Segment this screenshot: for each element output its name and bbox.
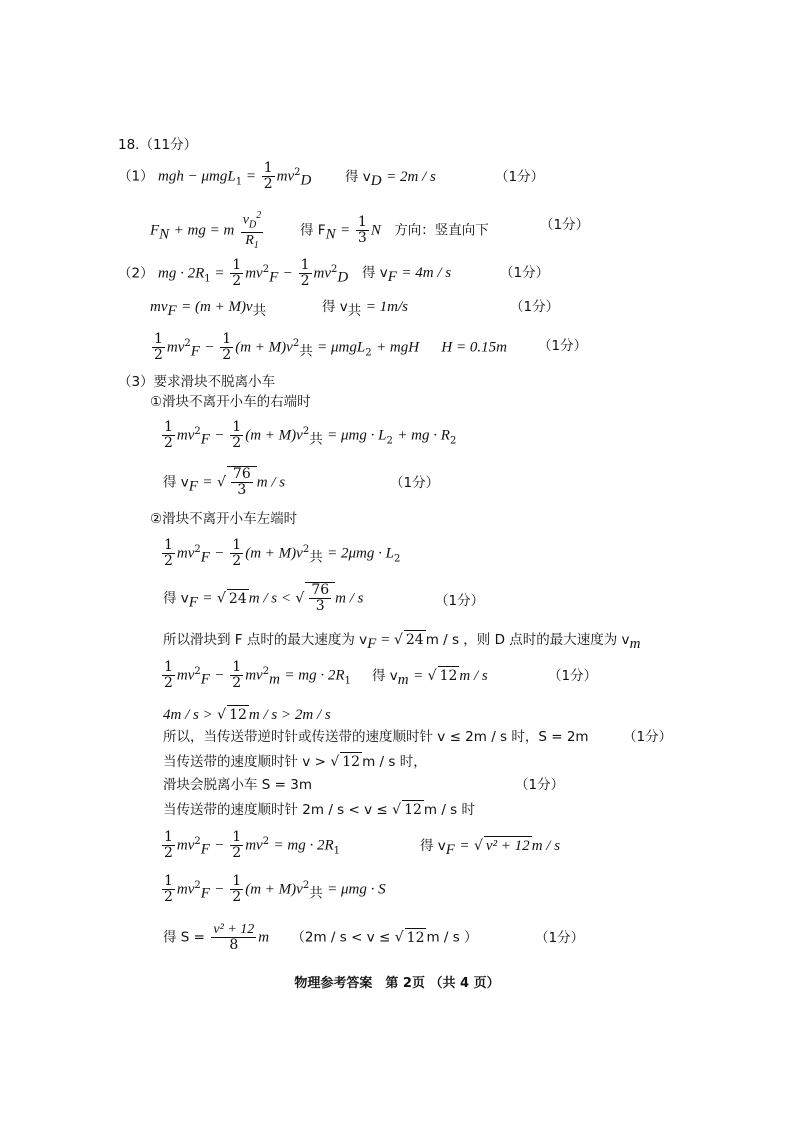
- score-7: （1分）: [435, 593, 485, 609]
- part3-case2-result: 得 $v_F$ = √ 24 m / s < √ $\frac{76}{3}$ m / s: [163, 582, 364, 614]
- part1-result1: 得 $v_D = 2m / s$: [345, 169, 436, 189]
- part3-final-s: 得 S = $\frac{\text{v² + 12}}{8}$ m （2m / s < v ≤ √ 12 m / s ）: [163, 922, 478, 953]
- part2-result1: 得 $v_F = 4m / s$: [362, 265, 452, 285]
- part3-conclusion1: 所以，当传送带逆时针或传送带的速度顺时针 v ≤ 2m / s 时，S = 2m: [163, 729, 589, 745]
- part1-eq1: （1） mgh − μmgL$_1$ = $\frac{1}{2}$ $mv^2_D$: [118, 160, 312, 192]
- part3-conclusion3: 滑块会脱离小车 S = 3m: [163, 777, 312, 793]
- part2-eq3: $\frac{1}{2}$ $mv^2_F$ − $\frac{1}{2}$ $(m + M)v^2_共 = \mu mgL_2$ + mgH H = 0.15m: [154, 331, 507, 363]
- question-number: 18.（11分）: [118, 137, 198, 153]
- part3-conclusion4: 当传送带的速度顺时针 2m / s < v ≤ √ 12 m / s 时: [163, 802, 475, 818]
- score-6: （1分）: [390, 475, 440, 491]
- score-9: （1分）: [623, 729, 673, 745]
- part2-result2: 得 $v_共 = 1m/s$: [322, 299, 408, 319]
- part3-case1: ①滑块不离开小车的右端时: [150, 394, 311, 410]
- score-2: （1分）: [540, 217, 590, 233]
- score-10: （1分）: [515, 777, 565, 793]
- part3-case1-result: 得 $v_F$ = √ $\frac{76}{3}$ m / s: [163, 466, 286, 498]
- page-footer: 物理参考答案 第 2页 （共 4 页）: [294, 976, 500, 991]
- part1-eq2: $F_N$ + mg = m $\frac{v_D^2}{R_1}$: [150, 210, 262, 252]
- score-3: （1分）: [500, 265, 550, 281]
- score-8: （1分）: [548, 668, 598, 684]
- part1-result2: 得 $F_N$ = $\frac{1}{3}$ N 方向：竖直向下: [300, 214, 489, 246]
- part3-eq-m: $\frac{1}{2}$ $mv^2_F$ − $\frac{1}{2}$ $mv^2_m$ = mg · $2R_1$: [164, 659, 351, 691]
- part3-conclusion2: 当传送带的速度顺时针 v > √ 12 m / s 时，: [163, 754, 427, 770]
- part3-label: （3）要求滑块不脱离小车: [118, 374, 276, 390]
- part3-result-v: 得 $v_F$ = √ v² + 12 m / s: [420, 838, 561, 858]
- part3-case2-eq: $\frac{1}{2}$ $mv^2_F$ − $\frac{1}{2}$ $(m + M)v^2_共 = 2\mu mg \cdot L_2$: [164, 537, 401, 569]
- part3-so1: 所以滑块到 F 点时的最大速度为 $v_F$ = √ 24 m / s ，则 D 点时的最大速度为 $v_m$: [163, 632, 641, 652]
- part3-inequality: 4m / s > √ 12 m / s > 2m / s: [163, 707, 331, 723]
- part3-eq-s: $\frac{1}{2}$ $mv^2_F$ − $\frac{1}{2}$ $(m + M)v^2_共 = \mu mg \cdot S$: [164, 873, 386, 905]
- score-5: （1分）: [538, 338, 588, 354]
- part3-result-m: 得 $v_m$ = √ 12 m / s: [372, 668, 488, 688]
- part2-eq2: $mv_F = (m + M)v_共$: [150, 299, 267, 319]
- score-11: （1分）: [535, 930, 585, 946]
- score-1: （1分）: [495, 169, 545, 185]
- part2-eq1: （2） mg · $2R_1$ = $\frac{1}{2}$ $mv^2_F$ − $\frac{1}{2}$ $mv^2_D$: [118, 257, 349, 289]
- part3-case2: ②滑块不离开小车左端时: [150, 511, 298, 527]
- part3-eq-v: $\frac{1}{2}$ $mv^2_F$ − $\frac{1}{2}$ $mv^2$ = mg · $2R_1$: [164, 829, 341, 861]
- score-4: （1分）: [510, 299, 560, 315]
- part3-case1-eq: $\frac{1}{2}$ $mv^2_F$ − $\frac{1}{2}$ $(m + M)v^2_共 = \mu mg \cdot L_2$ + mg · $R_2$: [164, 419, 457, 451]
